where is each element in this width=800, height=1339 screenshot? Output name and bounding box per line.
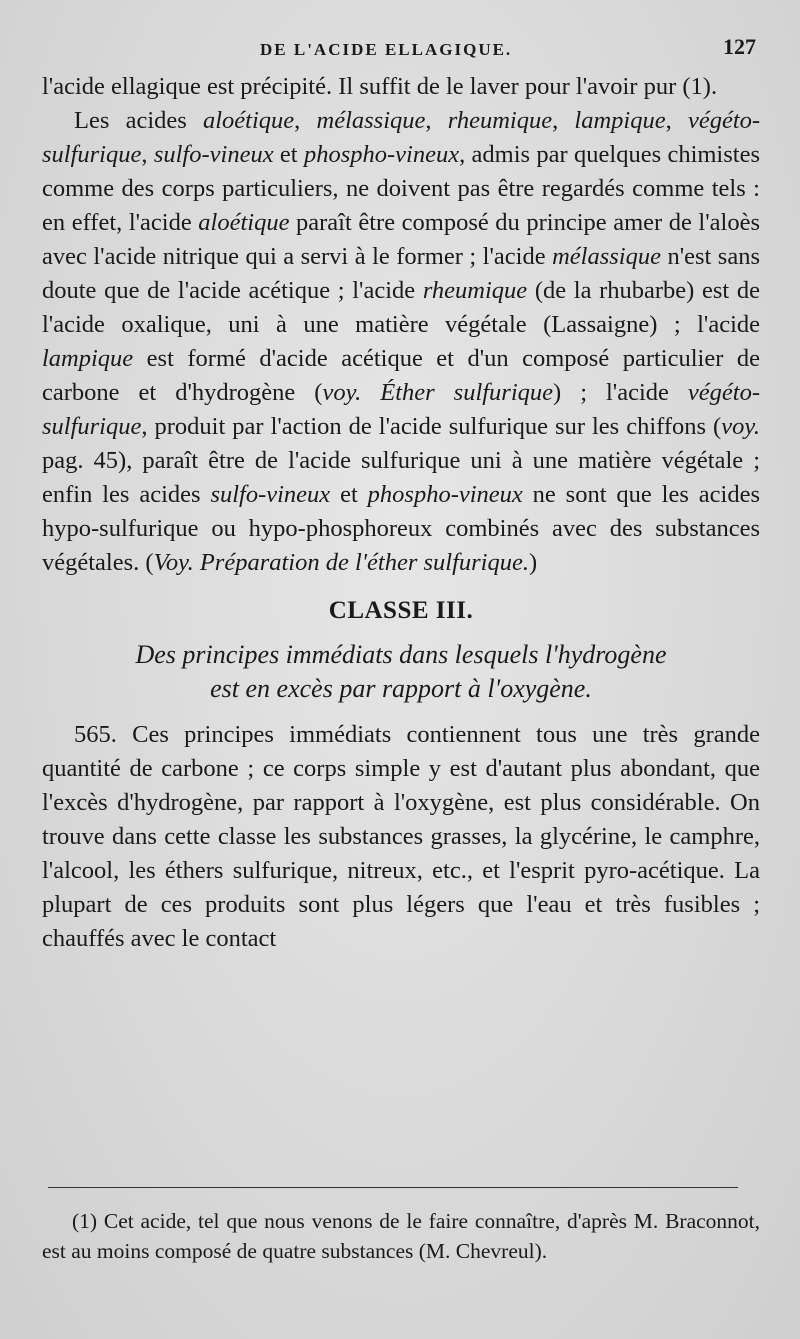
text-run: pag. 45), paraît être de l'acide sulfurique uni à une matière végétale ; enfin les acides	[42, 447, 760, 508]
section-subtitle-line-1: Des principes immédiats dans lesquels l'hydrogène	[135, 640, 667, 669]
italic-term: lampique	[42, 345, 134, 372]
italic-term: voy. Éther sulfurique	[322, 379, 554, 406]
italic-term: Voy. Préparation de l'éther sulfurique.	[153, 549, 529, 576]
text-run: et	[273, 141, 304, 168]
text-run: ,	[425, 107, 448, 134]
section-subtitle-line-2: est en excès par rapport à l'oxygène.	[210, 674, 592, 703]
text-run: Les acides	[74, 107, 203, 134]
text-run: )	[528, 549, 538, 576]
paragraph-acids	[42, 104, 760, 580]
italic-term: végéto-sulfurique	[42, 379, 760, 440]
page-number: 127	[723, 34, 756, 59]
text-run: et	[330, 481, 368, 508]
paragraph-565: 565. Ces principes immédiats contiennent tous une très grande quantité de carbone ; ce corps simple y est d'autant plus abondant, que l'excès d'hydrogène, par rapport à l'oxygène, est plus considérable. On trouve dans cette classe les substances grasses, la glycérine, le camphre, l'alcool, les éthers sulfurique, nitreux, etc., et l'esprit pyro-acétique. La plupart de ces produits sont plus légers que l'eau et très fusibles ; chauffés avec le contact	[42, 721, 760, 952]
text-run: ,	[552, 107, 575, 134]
text-run: , admis par quelques chimistes comme des corps particuliers, ne doivent pas être regardés comme tels : en effet, l'acide	[42, 141, 760, 236]
italic-term: sulfo-vineux	[210, 481, 331, 508]
footnote-text: (1) Cet acide, tel que nous venons de le faire connaître, d'après M. Braconnot, est au moins composé de quatre substances (M. Chevreul).	[42, 1209, 760, 1263]
italic-term: lampique	[574, 107, 666, 134]
italic-term: végéto-sulfurique	[42, 107, 761, 168]
italic-term: voy.	[721, 413, 760, 440]
text-run: ,	[665, 107, 688, 134]
page-header	[40, 30, 760, 64]
text-run: , produit par l'action de l'acide sulfurique sur les chiffons (	[141, 413, 722, 440]
italic-term: rheumique	[422, 277, 528, 304]
italic-term: aloétique	[198, 209, 290, 236]
italic-term: sulfo-vineux	[153, 141, 274, 168]
running-title: DE L'ACIDE ELLAGIQUE.	[260, 40, 513, 59]
text-run: paraît être composé du principe amer de l'aloès avec l'acide nitrique qui a servi à le former ; l'acide	[42, 209, 760, 270]
italic-term: phospho-vineux	[303, 141, 460, 168]
page-body	[42, 68, 760, 956]
section-subtitle	[42, 638, 760, 706]
footnote	[42, 1206, 760, 1266]
italic-term: mélassique	[552, 243, 661, 270]
text-run: ne sont que les acides hypo-sulfurique ou hypo-phosphoreux combinés avec des substances végétales. (	[42, 481, 760, 576]
italic-term: mélassique	[316, 107, 426, 134]
footnote-divider	[48, 1187, 738, 1188]
text-run: (de la rhubarbe) est de l'acide oxalique, uni à une matière végétale (Lassaigne) ; l'acide	[42, 277, 761, 338]
italic-term: rheumique	[447, 107, 553, 134]
section-heading: CLASSE III.	[328, 597, 474, 624]
text-run: ) ; l'acide	[553, 379, 688, 406]
text-run: est formé d'acide acétique et d'un composé particulier de carbone et d'hydrogène (	[42, 345, 760, 406]
text-run: ,	[141, 141, 154, 168]
italic-term: aloétique	[203, 107, 295, 134]
italic-term: phospho-vineux	[367, 481, 523, 508]
text-run: n'est sans doute que de l'acide acétique ; l'acide	[42, 243, 761, 304]
paragraph-continuation: l'acide ellagique est précipité. Il suffit de le laver pour l'avoir pur (1).	[42, 73, 718, 100]
text-run: ,	[294, 107, 317, 134]
